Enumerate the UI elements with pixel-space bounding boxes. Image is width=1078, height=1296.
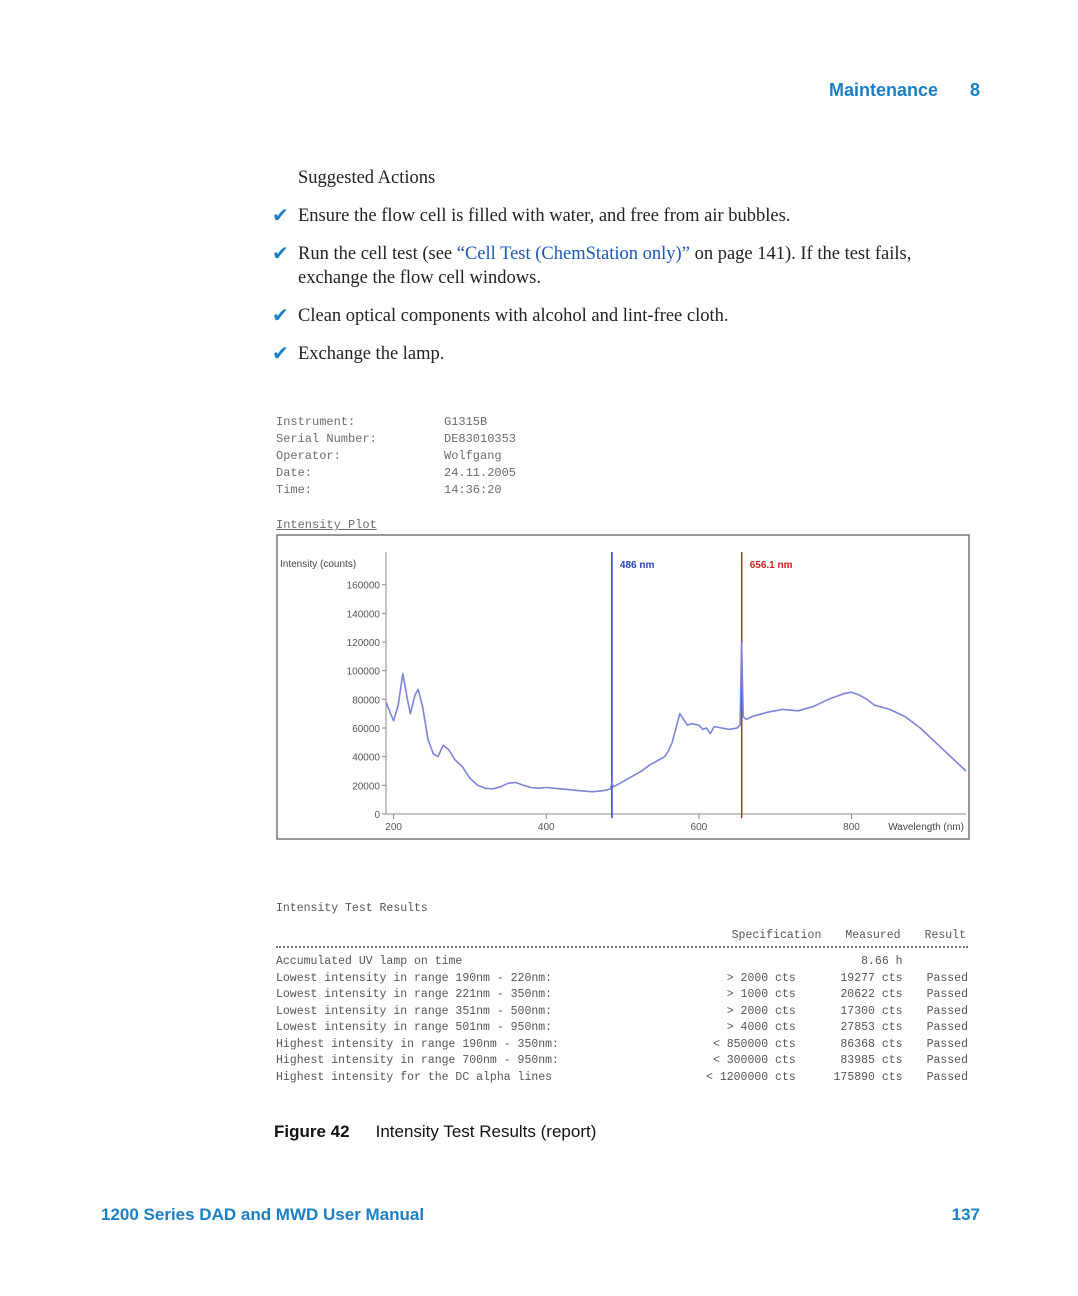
meta-row (276, 482, 516, 499)
cell-test-link[interactable]: “Cell Test (ChemStation only)” (456, 244, 690, 264)
row-measured: 27853 cts (840, 1021, 903, 1034)
figure-caption (274, 1122, 596, 1142)
header-section: Maintenance (828, 80, 938, 100)
row-result: Passed (926, 988, 968, 1001)
footer-title: 1200 Series DAD and MWD User Manual (101, 1205, 425, 1224)
col-specification: Specification (731, 929, 822, 942)
row-measured: 8.66 h (861, 955, 903, 968)
row-label: Lowest intensity in range 351nm - 500nm: (276, 1004, 553, 1018)
header-chapter: 8 (969, 80, 980, 100)
meta-value: 24.11.2005 (444, 466, 517, 480)
marker-label: 656.1 nm (749, 560, 793, 571)
results-row (276, 954, 968, 971)
col-measured: Measured (845, 929, 901, 942)
row-measured: 20622 cts (840, 988, 903, 1001)
action-text: Clean optical components with alcohol and lint-free cloth. (298, 306, 729, 326)
running-header (829, 80, 980, 101)
results-row (276, 1037, 968, 1054)
row-spec: < 1200000 cts (706, 1070, 796, 1084)
meta-key: Serial Number: (276, 432, 377, 446)
meta-key: Instrument: (276, 415, 356, 429)
row-label: Accumulated UV lamp on time (276, 955, 463, 968)
meta-value: G1315B (444, 415, 488, 429)
marker-label: 486 nm (619, 560, 655, 571)
row-spec: < 300000 cts (712, 1054, 796, 1067)
y-tick-label: 0 (374, 810, 380, 821)
row-measured: 17300 cts (840, 1004, 903, 1018)
x-tick-label: 600 (690, 822, 708, 833)
meta-value: 14:36:20 (444, 483, 502, 497)
y-tick-label: 60000 (352, 724, 380, 735)
row-result: Passed (926, 1054, 968, 1067)
y-tick-label: 160000 (346, 580, 380, 592)
meta-key: Operator: (276, 449, 341, 463)
row-result: Passed (926, 971, 968, 985)
page-number: 137 (951, 1205, 980, 1224)
col-result: Result (924, 929, 966, 942)
intensity-plot (276, 534, 970, 840)
results-row (276, 1070, 968, 1087)
meta-value: DE83010353 (444, 432, 517, 446)
row-spec (668, 954, 803, 971)
suggested-actions-heading: Suggested Actions (298, 168, 436, 188)
row-measured: 175890 cts (833, 1070, 903, 1084)
y-tick-label: 20000 (352, 781, 380, 793)
x-tick-label: 400 (537, 822, 555, 833)
y-tick-label: 40000 (352, 752, 380, 764)
meta-row (276, 414, 516, 431)
action-text-after: on page 141). If the test fails, exchange the flow cell windows. (298, 244, 912, 288)
row-spec: > 1000 cts (726, 988, 796, 1001)
results-column-headers (276, 929, 968, 942)
row-spec: > 2000 cts (726, 1004, 796, 1018)
row-spec: < 850000 cts (712, 1037, 796, 1051)
row-result: Passed (926, 1021, 968, 1034)
figure-caption-text: Intensity Test Results (report) (375, 1122, 597, 1141)
results-row (276, 971, 968, 988)
results-divider (276, 946, 968, 948)
action-item (272, 242, 982, 290)
results-row (276, 1004, 968, 1021)
checkmark-icon: ✔ (272, 341, 289, 365)
results-row (276, 987, 968, 1004)
y-tick-label: 120000 (346, 638, 380, 649)
row-result: Passed (926, 1037, 968, 1051)
row-label: Lowest intensity in range 501nm - 950nm: (276, 1021, 553, 1034)
meta-key: Time: (276, 483, 313, 497)
row-label: Lowest intensity in range 190nm - 220nm: (276, 971, 553, 985)
meta-row (276, 448, 516, 465)
row-label: Highest intensity in range 190nm - 350nm: (276, 1037, 559, 1051)
meta-key: Date: (276, 466, 313, 480)
x-axis-label: Wavelength (nm) (888, 822, 964, 833)
row-spec: > 4000 cts (726, 1021, 796, 1034)
row-result (911, 954, 968, 971)
checkmark-icon: ✔ (272, 303, 289, 327)
checkmark-icon: ✔ (272, 203, 289, 227)
results-row (276, 1020, 968, 1037)
x-tick-label: 200 (385, 822, 402, 833)
action-item (272, 204, 982, 228)
intensity-plot-title: Intensity Plot (276, 518, 377, 532)
action-text: Ensure the flow cell is filled with water, and free from air bubbles. (298, 206, 791, 226)
y-tick-label: 80000 (352, 695, 380, 707)
row-measured: 19277 cts (840, 971, 903, 985)
action-text-before: Run the cell test (see (298, 244, 457, 264)
y-tick-label: 100000 (346, 666, 380, 678)
y-axis-label: Intensity (counts) (280, 559, 357, 570)
page-footer (101, 1205, 980, 1225)
row-label: Highest intensity in range 700nm - 950nm: (276, 1054, 559, 1067)
action-item (272, 342, 982, 366)
report-metadata (276, 414, 516, 499)
row-result: Passed (926, 1070, 968, 1084)
meta-row (276, 431, 516, 448)
results-title: Intensity Test Results (276, 902, 428, 915)
results-table (276, 954, 968, 1086)
meta-row (276, 465, 516, 482)
row-result: Passed (926, 1004, 968, 1018)
figure-label: Figure 42 (274, 1122, 350, 1141)
row-spec: > 2000 cts (726, 971, 796, 985)
row-measured: 86368 cts (840, 1037, 903, 1051)
action-item (272, 304, 982, 328)
intensity-test-results (276, 902, 968, 1086)
row-label: Lowest intensity in range 221nm - 350nm: (276, 988, 553, 1001)
plot-frame (277, 535, 969, 839)
row-measured: 83985 cts (840, 1054, 903, 1067)
action-text: Exchange the lamp. (298, 344, 445, 364)
meta-value: Wolfgang (444, 449, 502, 463)
suggested-actions (272, 166, 982, 380)
y-tick-label: 140000 (346, 609, 380, 621)
x-tick-label: 800 (843, 822, 860, 833)
results-row (276, 1053, 968, 1070)
row-label: Highest intensity for the DC alpha lines (276, 1070, 553, 1084)
checkmark-icon: ✔ (272, 241, 289, 265)
